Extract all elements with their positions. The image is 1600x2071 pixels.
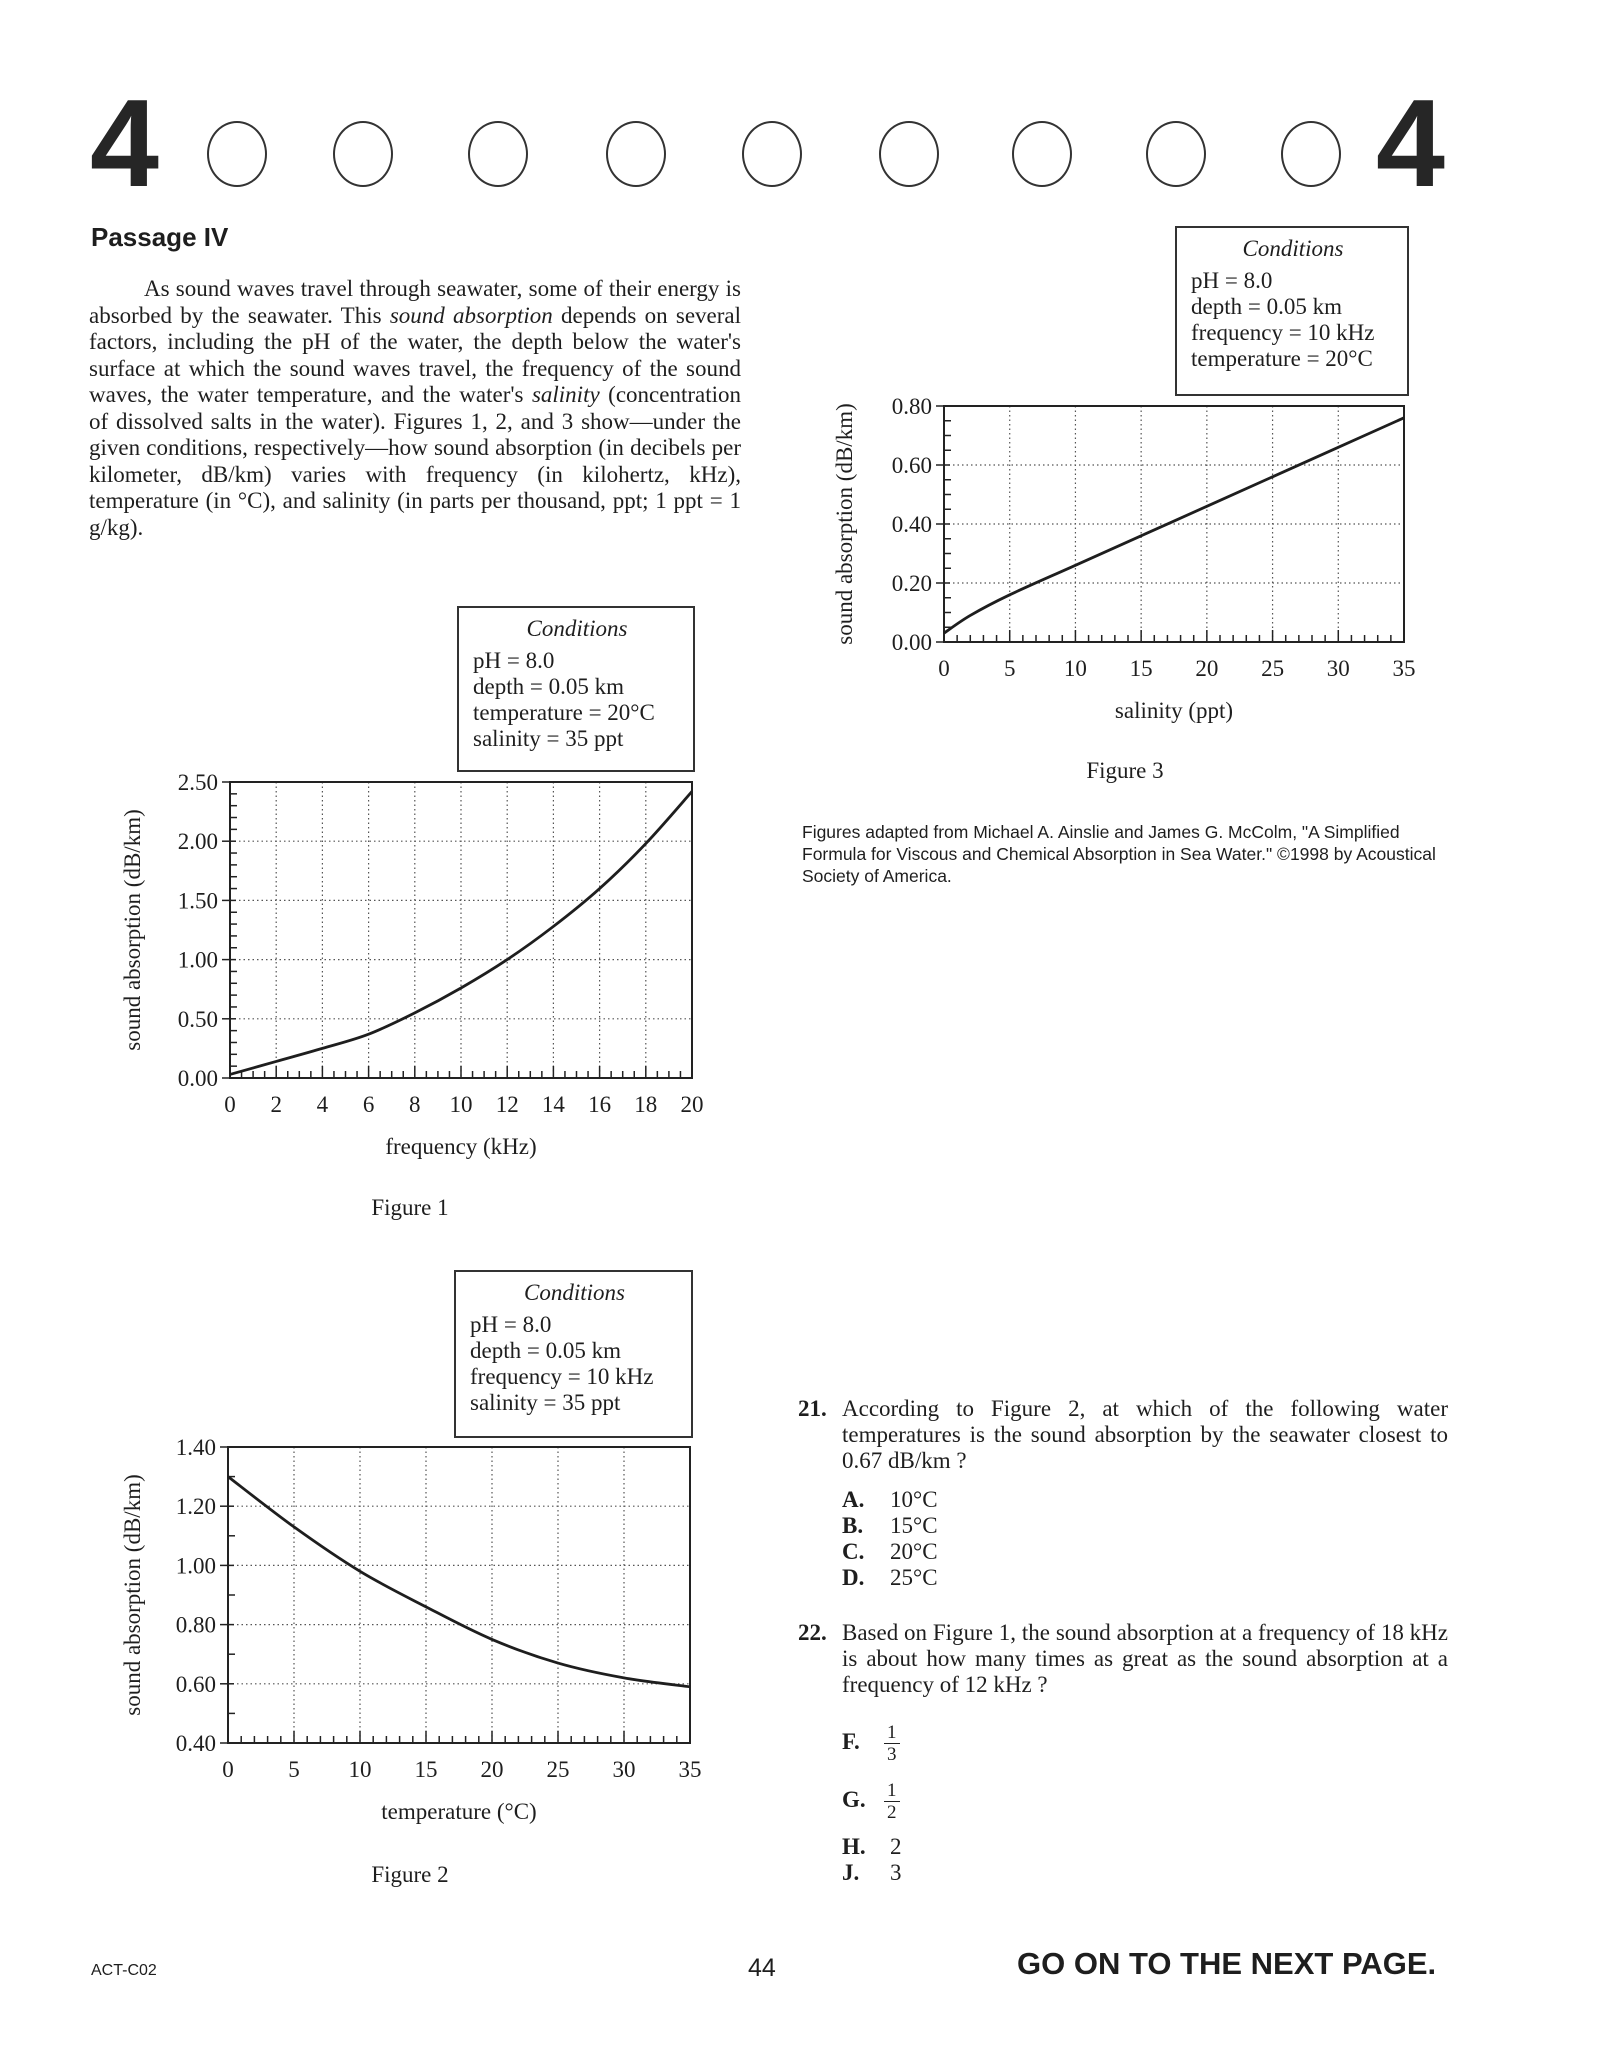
go-on-notice: GO ON TO THE NEXT PAGE. — [1017, 1946, 1437, 1981]
bubble — [1012, 121, 1072, 187]
condition-line: temperature = 20°C — [1191, 346, 1373, 371]
y-tick-label: 1.00 — [177, 947, 218, 973]
fraction-numerator: 1 — [884, 1780, 900, 1802]
section-number-right: 4 — [1376, 75, 1445, 213]
x-tick-label: 20 — [480, 1757, 504, 1782]
y-tick-label: 1.20 — [175, 1494, 216, 1520]
x-tick-label: 30 — [612, 1757, 636, 1782]
option-a[interactable] — [842, 1487, 938, 1513]
question-number: 21. — [798, 1396, 827, 1421]
x-tick-label: 12 — [495, 1092, 519, 1117]
x-tick-label: 10 — [449, 1092, 473, 1117]
condition-line: salinity = 35 ppt — [470, 1390, 621, 1415]
condition-line: frequency = 10 kHz — [470, 1364, 654, 1389]
y-tick-label: 0.60 — [175, 1671, 216, 1697]
intro-term-sound-absorption: sound absorption — [389, 302, 553, 328]
figure-3-chart — [830, 380, 1450, 740]
figure-3-caption: Figure 3 — [1086, 758, 1164, 783]
option-h[interactable] — [842, 1834, 902, 1860]
option-c[interactable] — [842, 1539, 938, 1565]
fraction-one-half — [884, 1780, 900, 1823]
y-axis-label: sound absorption (dB/km) — [120, 809, 145, 1051]
plot-area — [832, 394, 1416, 723]
y-tick-label: 0.80 — [891, 394, 932, 419]
intro-text: As sound waves travel through seawater, some of their energy is absorbed by the seawater. This — [89, 276, 741, 328]
x-axis-label: frequency (kHz) — [385, 1134, 537, 1159]
option-letter: D. — [842, 1565, 865, 1590]
question-text: According to Figure 2, at which of the following water temperatures is the sound absorption by the seawater closest to 0.67 dB/km ? — [842, 1396, 1448, 1473]
option-letter: A. — [842, 1487, 865, 1512]
option-letter: H. — [842, 1834, 866, 1859]
fraction-denominator: 3 — [887, 1744, 897, 1765]
fig3-conditions-box — [1175, 226, 1409, 396]
x-tick-label: 4 — [316, 1092, 329, 1117]
passage-intro — [89, 276, 741, 541]
fraction-denominator: 2 — [887, 1802, 897, 1823]
y-tick-label: 0.50 — [177, 1006, 218, 1032]
question-21 — [798, 1396, 1458, 1476]
condition-line: salinity = 35 ppt — [473, 726, 624, 751]
bubble — [606, 121, 666, 187]
option-d[interactable] — [842, 1565, 938, 1591]
fraction-one-third — [884, 1722, 900, 1765]
x-axis-label: salinity (ppt) — [1114, 698, 1234, 723]
y-tick-label: 0.20 — [891, 571, 932, 596]
condition-line: pH = 8.0 — [1191, 268, 1273, 293]
figure-2-caption: Figure 2 — [371, 1862, 449, 1887]
intro-term-salinity: salinity — [531, 382, 600, 407]
x-tick-label: 0 — [222, 1757, 234, 1782]
x-tick-label: 30 — [1326, 656, 1350, 681]
option-letter: F. — [842, 1728, 860, 1754]
y-axis-label: sound absorption (dB/km) — [832, 403, 857, 645]
figure-1-chart — [110, 760, 730, 1170]
intro-text: depends on several factors, including the pH of the water, the depth below the water's surface at which the sound waves travel, the frequency of the sound waves, the water temperature, and the water's — [89, 302, 742, 407]
fig1-conditions-box — [457, 606, 695, 772]
figure-2-chart — [110, 1425, 730, 1835]
x-tick-label: 10 — [1063, 656, 1087, 681]
conditions-title: Conditions — [1242, 236, 1344, 261]
condition-line: depth = 0.05 km — [1191, 294, 1342, 319]
y-tick-label: 0.80 — [175, 1612, 216, 1638]
x-tick-label: 0 — [224, 1092, 236, 1117]
data-series-line — [944, 418, 1404, 633]
option-f[interactable] — [842, 1722, 900, 1765]
option-g[interactable] — [842, 1780, 900, 1823]
condition-line: depth = 0.05 km — [473, 674, 624, 699]
option-text: 3 — [890, 1860, 902, 1885]
intro-text: (concentration of dissolved salts in the water). Figures 1, 2, and 3 show—under the given conditions, respectively—how sound absorption (in decibels per kilometer, dB/km) varies with frequency (in kilohertz, kHz), temperature (in °C), and salinity (in parts per thousand, ppt; 1 ppt = 1 g/kg). — [89, 382, 742, 540]
option-letter: C. — [842, 1539, 865, 1564]
bubble — [207, 121, 267, 187]
y-tick-label: 2.50 — [177, 770, 218, 795]
bubble — [333, 121, 393, 187]
page-number: 44 — [748, 1954, 776, 1982]
conditions-title: Conditions — [526, 616, 628, 641]
x-tick-label: 0 — [938, 656, 950, 681]
x-tick-label: 14 — [541, 1092, 565, 1117]
condition-line: frequency = 10 kHz — [1191, 320, 1375, 345]
x-tick-label: 18 — [634, 1092, 658, 1117]
x-tick-label: 10 — [348, 1757, 372, 1782]
x-tick-label: 5 — [1003, 656, 1016, 681]
option-letter: G. — [842, 1786, 866, 1812]
y-tick-label: 1.00 — [175, 1553, 216, 1579]
fraction-numerator: 1 — [884, 1722, 900, 1744]
x-axis-label: temperature (°C) — [381, 1799, 537, 1824]
x-tick-label: 25 — [1261, 656, 1285, 681]
plot-area — [120, 1435, 702, 1824]
x-tick-label: 8 — [409, 1092, 421, 1117]
data-series-line — [228, 1477, 690, 1687]
y-tick-label: 1.50 — [177, 888, 218, 914]
y-tick-label: 0.00 — [891, 630, 932, 655]
condition-line: pH = 8.0 — [473, 648, 555, 673]
plot-frame — [228, 1447, 690, 1743]
x-tick-label: 25 — [546, 1757, 570, 1782]
data-series-line — [230, 791, 692, 1074]
bubble — [742, 121, 802, 187]
x-tick-label: 15 — [1129, 656, 1153, 681]
option-text: 2 — [890, 1834, 902, 1859]
x-tick-label: 6 — [362, 1092, 375, 1117]
y-tick-label: 0.40 — [175, 1731, 216, 1756]
condition-line: depth = 0.05 km — [470, 1338, 621, 1363]
x-tick-label: 5 — [288, 1757, 300, 1782]
option-text: 25°C — [890, 1565, 938, 1590]
x-tick-label: 35 — [678, 1757, 702, 1782]
conditions-title: Conditions — [524, 1280, 625, 1305]
plot-frame — [230, 782, 692, 1078]
bubble — [1281, 121, 1341, 187]
option-letter: B. — [842, 1513, 864, 1538]
x-tick-label: 35 — [1392, 656, 1416, 681]
option-b[interactable] — [842, 1513, 938, 1539]
bubble — [1146, 121, 1206, 187]
plot-area — [120, 770, 704, 1159]
y-tick-label: 1.40 — [175, 1435, 216, 1460]
passage-title: Passage IV — [91, 222, 229, 252]
option-letter: J. — [842, 1860, 860, 1885]
x-tick-label: 15 — [414, 1757, 438, 1782]
question-22 — [798, 1620, 1458, 1700]
test-code: ACT-C02 — [91, 1962, 157, 1979]
fig2-conditions-box — [454, 1270, 693, 1438]
option-text: 20°C — [890, 1539, 938, 1564]
x-tick-label: 2 — [270, 1092, 282, 1117]
x-tick-label: 16 — [588, 1092, 612, 1117]
option-j[interactable] — [842, 1860, 902, 1886]
option-text: 10°C — [890, 1487, 938, 1512]
x-tick-label: 20 — [680, 1092, 704, 1117]
x-tick-label: 20 — [1195, 656, 1219, 681]
y-tick-label: 0.40 — [891, 512, 932, 537]
y-tick-label: 2.00 — [177, 829, 218, 855]
question-number: 22. — [798, 1620, 827, 1645]
bubble — [879, 121, 939, 187]
figure-credit: Figures adapted from Michael A. Ainslie and James G. McColm, "A Simplified Formula for Viscous and Chemical Absorption in Sea Water." ©1998 by Acoustical Society of America. — [802, 822, 1436, 886]
figure-1-caption: Figure 1 — [371, 1195, 449, 1220]
question-text: Based on Figure 1, the sound absorption at a frequency of 18 kHz is about how many times as great as the sound absorption at a frequency of 12 kHz ? — [842, 1620, 1448, 1697]
y-axis-label: sound absorption (dB/km) — [120, 1474, 145, 1716]
option-text: 15°C — [890, 1513, 938, 1538]
bubble — [468, 121, 528, 187]
y-tick-label: 0.60 — [891, 453, 932, 478]
condition-line: temperature = 20°C — [473, 700, 655, 725]
section-number-left: 4 — [90, 75, 159, 213]
y-tick-label: 0.00 — [177, 1066, 218, 1091]
condition-line: pH = 8.0 — [470, 1312, 552, 1337]
